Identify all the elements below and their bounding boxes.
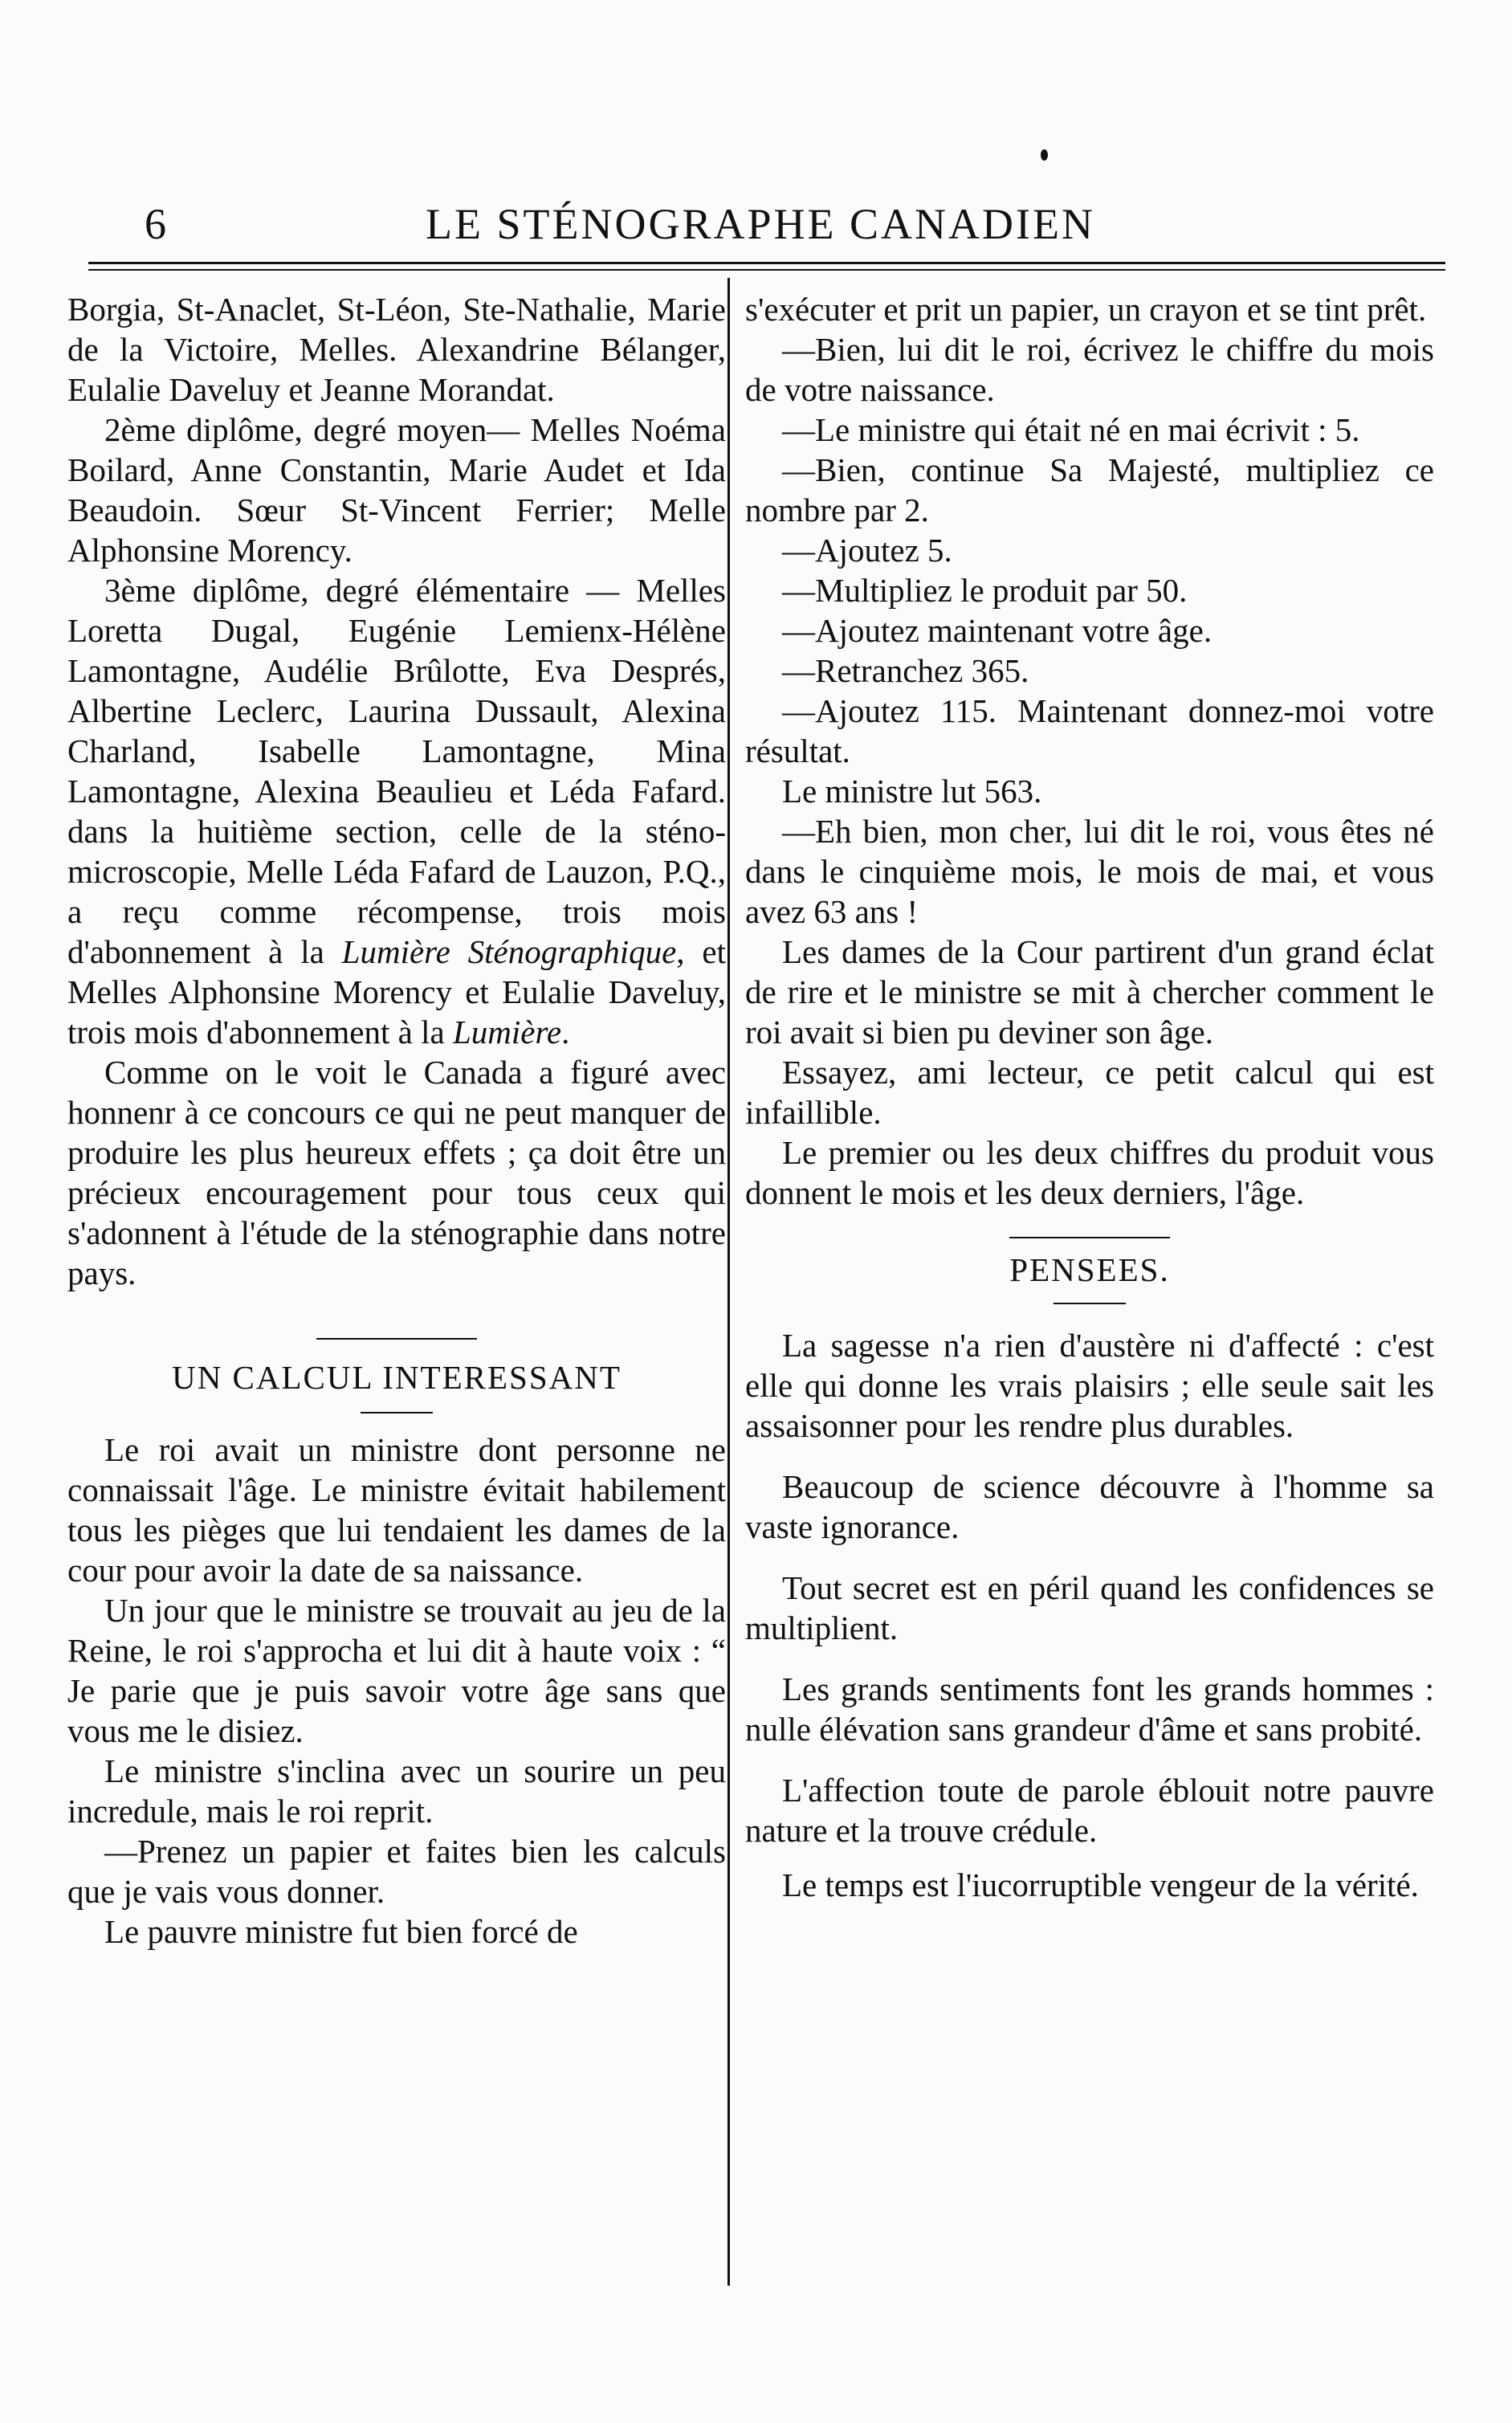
ink-dot (1041, 149, 1048, 161)
left-column (67, 289, 726, 1952)
running-title: LE STÉNOGRAPHE CANADIEN (426, 200, 1095, 248)
thought: Tout secret est en péril quand les confidences se multiplient. (745, 1569, 1434, 1646)
publication-title: Lumière (452, 1014, 562, 1050)
section-heading: UN CALCUL INTERESSANT (172, 1359, 622, 1396)
paragraph: 2ème diplôme, degré moyen— Melles Noéma Boilard, Anne Constantin, Marie Audet et Ida Beaudoin. Sœur St-Vincent Ferrier; Melle Alphonsine Morency. (67, 411, 726, 569)
paragraph: s'exécuter et prit un papier, un crayon et se tint prêt. (745, 291, 1427, 328)
paragraph: Un jour que le ministre se trouvait au jeu de la Reine, le roi s'approcha et lui dit à haute voix : “ Je parie que je puis savoir votre âge sans que vous me le disiez. (67, 1592, 726, 1749)
paragraph: —Eh bien, mon cher, lui dit le roi, vous êtes né dans le cinquième mois, le mois de mai, et vous avez 63 ans ! (745, 813, 1434, 930)
paragraph: Le ministre s'inclina avec un sourire un peu incredule, mais le roi reprit. (67, 1752, 726, 1829)
paragraph: —Retranchez 365. (782, 652, 1029, 689)
publication-title: Lumière Sténographique (341, 933, 677, 970)
paragraph: Le premier ou les deux chiffres du produit vous donnent le mois et les deux derniers, l'âge. (745, 1134, 1434, 1211)
right-column (745, 289, 1434, 1905)
paragraph: Le ministre lut 563. (782, 773, 1042, 810)
thought: Beaucoup de science découvre à l'homme sa vaste ignorance. (745, 1468, 1434, 1545)
paragraph: Le pauvre ministre fut bien forcé de (104, 1913, 578, 1950)
paragraph: —Ajoutez 115. Maintenant donnez-moi votre résultat. (745, 692, 1434, 769)
thought: La sagesse n'a rien d'austère ni d'affecté : c'est elle qui donne les vrais plaisirs ; elle seule sait les assaisonner pour les rendre plus durables. (745, 1327, 1434, 1444)
page-number: 6 (145, 200, 166, 248)
paragraph: —Ajoutez maintenant votre âge. (782, 612, 1212, 649)
paragraph: Essayez, ami lecteur, ce petit calcul qui est infaillible. (745, 1054, 1434, 1131)
paragraph: —Bien, continue Sa Majesté, multipliez ce nombre par 2. (745, 451, 1434, 528)
header-rule (88, 262, 1445, 264)
paragraph: —Bien, lui dit le roi, écrivez le chiffre du mois de votre naissance. (745, 331, 1434, 408)
page-header (88, 193, 1437, 257)
paragraph: Borgia, St-Anaclet, St-Léon, Ste-Nathalie, Marie de la Victoire, Melles. Alexandrine Bélanger, Eulalie Daveluy et Jeanne Morandat. (67, 291, 726, 408)
header-rule-double (88, 269, 1445, 271)
thought: Le temps est l'iucorruptible vengeur de la vérité. (782, 1866, 1419, 1903)
paragraph: —Ajoutez 5. (782, 532, 952, 569)
paragraph: Les dames de la Cour partirent d'un grand éclat de rire et le ministre se mit à chercher comment le roi avait si bien pu deviner son âge. (745, 933, 1434, 1050)
thought: Les grands sentiments font les grands hommes : nulle élévation sans grandeur d'âme et sans probité. (745, 1670, 1434, 1748)
thought: L'affection toute de parole éblouit notre pauvre nature et la trouve crédule. (745, 1772, 1434, 1849)
paragraph: —Prenez un papier et faites bien les calculs que je vais vous donner. (67, 1833, 726, 1910)
paragraph: Le roi avait un ministre dont personne ne connaissait l'âge. Le ministre évitait habilement tous les pièges que lui tendaient les dames de la cour pour avoir la date de sa naissance. (67, 1431, 726, 1589)
paragraph: —Multipliez le produit par 50. (782, 572, 1188, 609)
paragraph: —Le ministre qui était né en mai écrivit : 5. (782, 411, 1360, 448)
paragraph: 3ème diplôme, degré élémentaire — Melles Loretta Dugal, Eugénie Lemienx-Hélène Lamontagne, Audélie Brûlotte, Eva Després, Albertine Leclerc, Laurina Dussault, Alexina Charland, Isabelle Lamontagne, Mina Lamontagne, Alexina Beaulieu et Léda Fafard. dans la huitième section, celle de la sténo-microscopie, Melle Léda Fafard de Lauzon, P.Q., a reçu comme récompense, trois mois d'abonnement à la Lumière Sténographique, et Melles Alphonsine Morency et Eulalie Daveluy, trois mois d'abonnement à la Lumière. (67, 572, 727, 1050)
paragraph: Comme on le voit le Canada a figuré avec honnenr à ce concours ce qui ne peut manquer de produire les plus heureux effets ; ça doit être un précieux encouragement pour tous ceux qui s'adonnent à l'étude de la sténographie dans notre pays. (67, 1054, 726, 1291)
column-divider (727, 278, 730, 2286)
section-heading: PENSEES. (1009, 1251, 1170, 1288)
